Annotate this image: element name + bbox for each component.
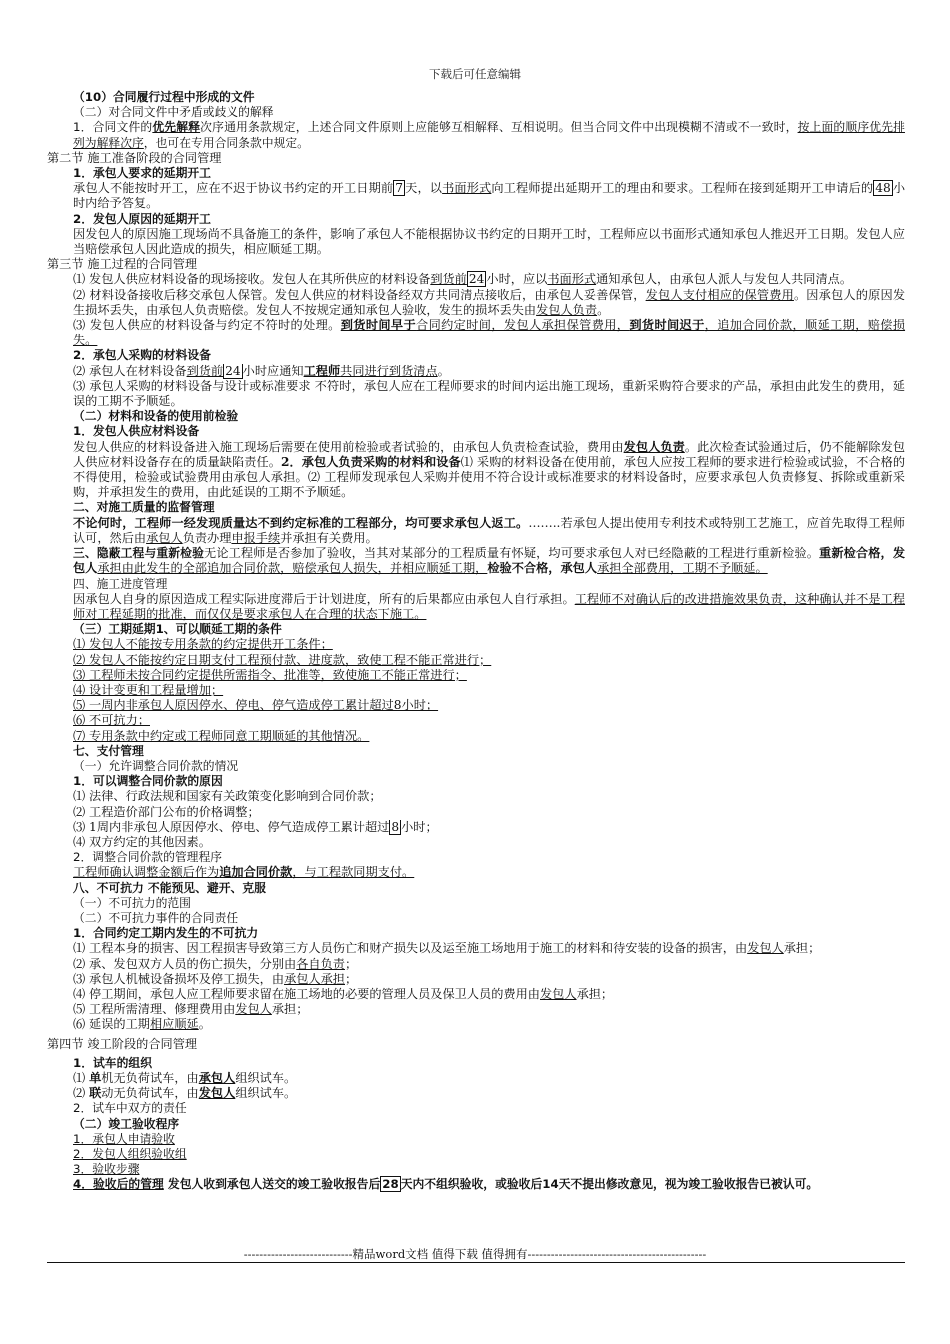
- heading: （二）材料和设备的使用前检验: [73, 409, 239, 424]
- list-item: ⑷ 停工期间，承包人应工程师要求留在施工场地的必要的管理人员及保卫人员的费用由发包人承担；: [73, 986, 614, 1001]
- heading: （三）工期延期1、可以顺延工期的条件: [73, 622, 282, 637]
- section-title: 第三节 施工过程的合同管理: [47, 257, 198, 272]
- heading: 四、施工进度管理: [73, 576, 168, 591]
- document-body: [47, 90, 905, 1193]
- heading: 二、对施工质量的监督管理: [73, 500, 215, 515]
- list-item: ⑷ 设计变更和工程量增加；: [73, 682, 224, 697]
- paragraph: 承包人不能按时开工，应在不迟于协议书约定的开工日期前 7 天，以书面形式向工程师提出延期开工的理由和要求。工程师在接到延期开工申请后的 48 小时内给予答复。: [73, 181, 906, 211]
- page-header: 下载后可任意编辑: [429, 67, 521, 81]
- heading: 七、支付管理: [73, 743, 144, 758]
- paragraph: 不论何时，工程师一经发现质量达不到约定标准的工程部分，均可要求承包人返工。……..若承包人提出使用专利技术或特别工艺施工，应首先取得工程师认可，然后由承包人负责办理申报手续并承担有关费用。: [73, 515, 905, 545]
- paragraph: ⑶ 发包人供应的材料设备与约定不符时的处理。到货时间早于合同约定时间，发包人承担保管费用，到货时间迟于，追加合同价款，顺延工期，赔偿损失。: [73, 318, 906, 348]
- heading: 1．合同约定工期内发生的不可抗力: [73, 926, 259, 941]
- list-item: ⑵ 联动无负荷试车，由发包人组织试车。: [73, 1086, 297, 1101]
- paragraph: ⑵ 材料设备接收后移交承包人保管。发包人供应的材料设备经双方共同清点接收后，由承包人妥善保管，发包人支付相应的保管费用。因承包人的原因发生损坏丢失，由承包人负责赔偿。发包人不按规定通知承包人验收，发生的损坏丢失由发包人负责。: [73, 287, 906, 317]
- heading: （二）对合同文件中矛盾或歧义的解释: [73, 105, 274, 120]
- paragraph: 因发包人的原因施工现场尚不具备施工的条件，影响了承包人不能根据协议书约定的日期开工时，工程师应以书面形式通知承包人推迟开工日期。发包人应当赔偿承包人因此造成的损失，相应顺延工期。: [73, 226, 905, 257]
- list-item: 1．承包人申请验收: [73, 1131, 175, 1146]
- list-item: ⑺ 专用条款中约定或工程师同意工期顺延的其他情况。: [73, 728, 370, 743]
- list-item: ⑵ 工程造价部门公布的价格调整；: [73, 804, 260, 819]
- list-item: 3．验收步骤: [73, 1162, 140, 1177]
- list-item: 2．发包人组织验收组: [73, 1147, 187, 1162]
- list-item: ⑸ 工程所需清理、修理费用由发包人承担；: [73, 1002, 309, 1017]
- heading: （一）不可抗力的范围: [73, 895, 191, 910]
- list-item: ⑴ 工程本身的损害、因工程损害导致第三方人员伤亡和财产损失以及运至施工场地用于施工的材料和待安装的设备的损害，由发包人承担；: [73, 941, 821, 956]
- paragraph: ⑶ 承包人采购的材料设备与设计或标准要求 不符时，承包人应在工程师要求的时间内运出施工现场，重新采购符合要求的产品，承担由此发生的费用，延误的工期不予顺延。: [73, 378, 905, 409]
- list-item: ⑴ 单机无负荷试车，由承包人组织试车。: [73, 1071, 297, 1085]
- list-item: ⑵ 承、发包双方人员的伤亡损失，分别由各自负责；: [73, 956, 358, 971]
- heading: 1．试车的组织: [73, 1055, 152, 1070]
- list-item: ⑶ 1周内非承包人原因停水、停电、停气造成停工累计超过 8 小时；: [73, 819, 438, 834]
- list-item: ⑵ 发包人不能按约定日期支付工程预付款、进度款，致使工程不能正常进行；: [73, 652, 492, 667]
- list-item: ⑶ 承包人机械设备损坏及停工损失，由承包人承担；: [73, 971, 358, 986]
- section-title: 第四节 竣工阶段的合同管理: [47, 1036, 198, 1051]
- paragraph: 发包人供应的材料设备进入施工现场后需要在使用前检验或者试验的，由承包人负责检查试验，费用由发包人负责。此次检查试验通过后，仍不能解除发包人供应材料设备存在的质量缺陷责任。2．承包人负责采购的材料和设备⑴ 采购的材料设备在使用前，承包人应按工程师的要求进行检验或试验，不合格的不得使用，检验或试验费用由承包人承担。⑵ 工程师发现承包人采购并使用不符合设计或标准要求的材料设备时，应要求承包人负责修复、拆除或重新采购，并承担发生的费用，由此延误的工期不予顺延。: [73, 439, 906, 500]
- list-item: ⑹ 不可抗力；: [73, 713, 150, 728]
- paragraph: 1．合同文件的优先解释次序通用条款规定，上述合同文件原则上应能够互相解释、互相说明。但当合同文件中出现模糊不清或不一致时，按上面的顺序优先排列为解释次序，也可在专用合同条款中规定。: [73, 120, 905, 150]
- paragraph: ⑴ 发包人供应材料设备的现场接收。发包人在其所供应的材料设备到货前 24 小时，应以书面形式通知承包人，由承包人派人与发包人共同清点。: [73, 272, 853, 287]
- paragraph: 三、隐蔽工程与重新检验无论工程师是否参加了验收，当其对某部分的工程质量有怀疑，均可要求承包人对已经隐蔽的工程进行重新检验。重新检合格，发包人承担由此发生的全部追加合同价款，赔偿承包人损失，并相应顺延工期，检验不合格，承包人承担全部费用，工期不予顺延。: [73, 546, 906, 576]
- paragraph: 因承包人自身的原因造成工程实际进度滞后于计划进度，所有的后果都应由承包人自行承担。工程师不对确认后的改进措施效果负责，这种确认并不是工程师对工程延期的批准，而仅仅是要求承包人在合理的状态下施工。: [73, 591, 906, 621]
- section-title: 第二节 施工准备阶段的合同管理: [47, 150, 222, 165]
- heading: 1．可以调整合同价款的原因: [73, 774, 223, 789]
- heading: （10）合同履行过程中形成的文件: [73, 90, 255, 104]
- list-item: ⑷ 双方约定的其他因素。: [73, 834, 211, 849]
- footer-rule: [47, 1262, 905, 1263]
- page-footer: ----------------------------精品word文档 值得下载 值得拥有----------------------------------------------: [243, 1247, 707, 1261]
- heading: 2．发包人原因的延期开工: [73, 211, 211, 226]
- heading: 1．发包人供应材料设备: [73, 424, 200, 439]
- heading: （二）竣工验收程序: [73, 1116, 180, 1131]
- paragraph: 4．验收后的管理 发包人收到承包人送交的竣工验收报告后 28 天内不组织验收，或验收后14天不提出修改意见，视为竣工验收报告已被认可。: [73, 1177, 819, 1192]
- heading: 2．试车中双方的责任: [73, 1101, 187, 1116]
- heading: 1．承包人要求的延期开工: [73, 166, 211, 181]
- list-item: ⑸ 一周内非承包人原因停水、停电、停气造成停工累计超过8小时；: [73, 698, 439, 713]
- list-item: ⑴ 法律、行政法规和国家有关政策变化影响到合同价款；: [73, 789, 382, 804]
- list-item: ⑹ 延误的工期相应顺延。: [73, 1017, 211, 1032]
- paragraph: ⑵ 承包人在材料设备到货前 24 小时应通知工程师共同进行到货清点。: [73, 363, 450, 378]
- list-item: ⑶ 工程师未按合同约定提供所需指令、批准等，致使施工不能正常进行；: [73, 667, 467, 682]
- list-item: ⑴ 发包人不能按专用条款的约定提供开工条件；: [73, 637, 333, 652]
- heading: 2．调整合同价款的管理程序: [73, 850, 223, 865]
- heading: 八、不可抗力 不能预见、避开、克服: [73, 880, 266, 895]
- paragraph: 工程师确认调整金额后作为追加合同价款，与工程款同期支付。: [73, 865, 415, 880]
- heading: 2．承包人采购的材料设备: [73, 348, 211, 363]
- heading: （二）不可抗力事件的合同责任: [73, 910, 239, 925]
- heading: （一）允许调整合同价款的情况: [73, 758, 239, 773]
